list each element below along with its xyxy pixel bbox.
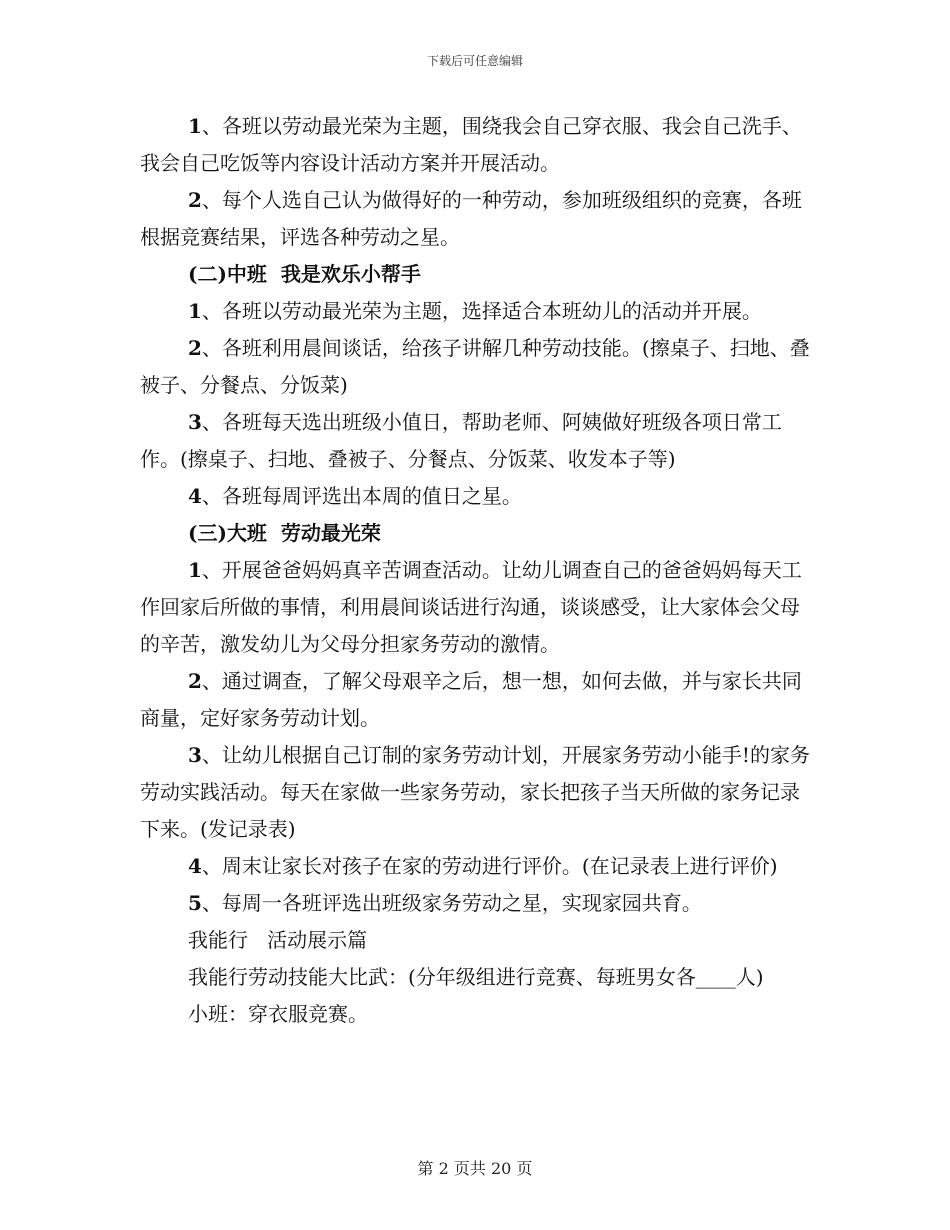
paragraph-text: 、每个人选自己认为做得好的一种劳动，参加班级组织的竞赛，各班根据竞赛结果，评选各种劳动之星。 <box>140 188 802 249</box>
paragraph <box>140 293 812 330</box>
paragraph-text: 、各班以劳动最光荣为主题，围绕我会自己穿衣服、我会自己洗手、我会自己吃饭等内容设计活动方案并开展活动。 <box>140 114 802 175</box>
paragraph <box>140 552 812 663</box>
paragraph-text: 、每周一各班评选出班级家务劳动之星，实现家园共育。 <box>201 891 702 915</box>
paragraph: 我能行劳动技能大比武：(分年级组进行竞赛、每班男女各____人) <box>188 965 764 989</box>
paragraph: 小班：穿衣服竞赛。 <box>188 1002 368 1026</box>
item-number: 2 <box>188 188 202 212</box>
paragraph <box>140 737 812 848</box>
paragraph-text: 、周末让家长对孩子在家的劳动进行评价。(在记录表上进行评价) <box>201 854 778 878</box>
section-heading: (三)大班 劳动最光荣 <box>188 521 381 545</box>
item-number: 4 <box>188 484 202 508</box>
paragraph-text: 、各班利用晨间谈话，给孩子讲解几种劳动技能。(擦桌子、扫地、叠被子、分餐点、分饭菜) <box>140 336 810 397</box>
paragraph <box>140 885 812 922</box>
paragraph <box>140 404 812 478</box>
item-number: 2 <box>188 336 202 360</box>
item-number: 3 <box>188 410 202 434</box>
paragraph <box>140 108 812 182</box>
item-number: 1 <box>188 114 202 138</box>
item-number: 5 <box>188 891 202 915</box>
item-number: 4 <box>188 854 202 878</box>
page-footer: 第 2 页共 20 页 <box>417 1159 533 1178</box>
paragraph-text: 、各班以劳动最光荣为主题，选择适合本班幼儿的活动并开展。 <box>201 299 762 323</box>
paragraph <box>140 663 812 737</box>
paragraph <box>140 478 812 515</box>
paragraph <box>140 330 812 404</box>
document-body <box>140 108 812 1033</box>
item-number: 3 <box>188 743 202 767</box>
paragraph-text: 、开展爸爸妈妈真辛苦调查活动。让幼儿调查自己的爸爸妈妈每天工作回家后所做的事情，利用晨间谈话进行沟通，谈谈感受，让大家体会父母的辛苦，激发幼儿为父母分担家务劳动的激情。 <box>140 558 802 656</box>
paragraph-text: 、各班每周评选出本周的值日之星。 <box>201 484 522 508</box>
subsection-title: 我能行 活动展示篇 <box>188 928 368 952</box>
paragraph-text: 、各班每天选出班级小值日，帮助老师、阿姨做好班级各项日常工作。(擦桌子、扫地、叠被子、分餐点、分饭菜、收发本子等) <box>140 410 782 471</box>
page-header: 下载后可任意编辑 <box>426 54 523 68</box>
paragraph <box>140 182 812 256</box>
item-number: 1 <box>188 558 202 582</box>
paragraph <box>140 848 812 885</box>
paragraph-text: 、让幼儿根据自己订制的家务劳动计划，开展家务劳动小能手!的家务劳动实践活动。每天在家做一些家务劳动，家长把孩子当天所做的家务记录下来。(发记录表) <box>140 743 810 841</box>
section-heading: (二)中班 我是欢乐小帮手 <box>188 262 421 286</box>
paragraph-text: 、通过调查，了解父母艰辛之后，想一想，如何去做，并与家长共同商量，定好家务劳动计划。 <box>140 669 802 730</box>
item-number: 1 <box>188 299 202 323</box>
item-number: 2 <box>188 669 202 693</box>
